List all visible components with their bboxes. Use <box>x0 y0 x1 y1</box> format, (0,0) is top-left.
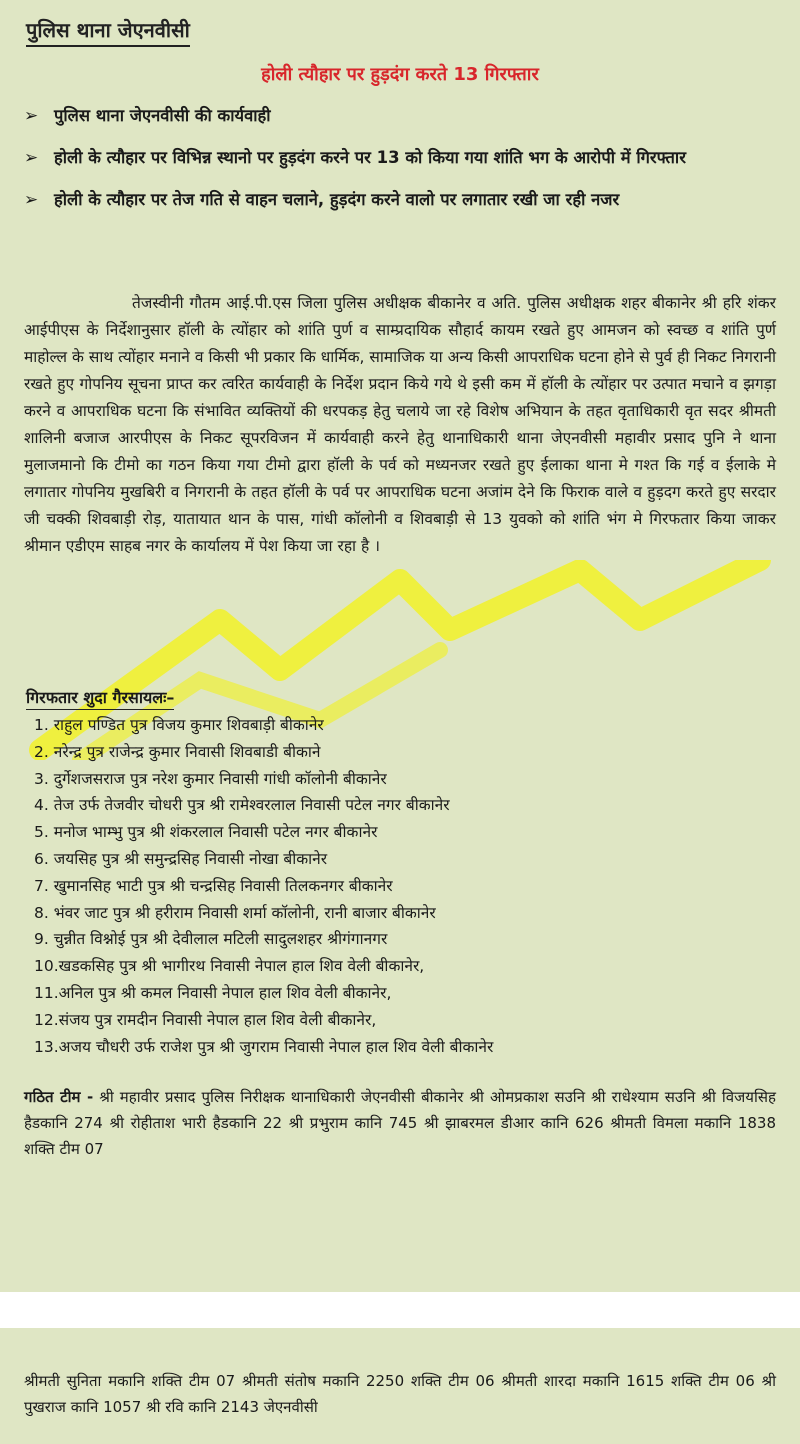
list-item: 10.खडकसिह पुत्र श्री भागीरथ निवासी नेपाल हाल शिव वेली बीकानेर, <box>34 957 425 976</box>
bullet-text: पुलिस थाना जेएनवीसी की कार्यवाही <box>54 106 271 125</box>
list-item: 7. खुमानसिह भाटी पुत्र श्री चन्द्रसिह निवासी तिलकनगर बीकानेर <box>34 876 393 895</box>
document-page-2 <box>0 1328 800 1444</box>
arrow-bullet-icon: ➢ <box>24 148 39 168</box>
bullet-item <box>22 100 762 132</box>
headline: होली त्यौहार पर हुड़दंग करते 13 गिरफ्तार <box>261 64 539 85</box>
bullet-item <box>22 142 762 174</box>
list-item: 5. मनोज भाम्भु पुत्र श्री शंकरलाल निवासी पटेल नगर बीकानेर <box>34 823 378 842</box>
list-item: 6. जयसिह पुत्र श्री समुन्द्रसिह निवासी नोखा बीकानेर <box>34 849 328 868</box>
list-item: 9. चुन्नीत विश्नोई पुत्र श्री देवीलाल मटिली सादुलशहर श्रीगंगानगर <box>34 930 388 949</box>
list-item: 8. भंवर जाट पुत्र श्री हरीराम निवासी शर्मा कॉलोनी, रानी बाजार बीकानेर <box>34 903 436 922</box>
list-item: 2. नरेन्द्र पुत्र राजेन्द्र कुमार निवासी शिवबाडी बीकाने <box>34 742 321 761</box>
arrested-heading: गिरफतार शुदा गैरसायलः– <box>26 686 174 710</box>
list-item: 4. तेज उर्फ तेजवीर चोधरी पुत्र श्री रामेश्वरलाल निवासी पटेल नगर बीकानेर <box>34 796 450 815</box>
arrow-bullet-icon: ➢ <box>24 106 39 126</box>
bullet-list <box>22 100 762 226</box>
list-item: 1. राहुल पण्डित पुत्र विजय कुमार शिवबाड़ी बीकानेर <box>34 716 324 734</box>
team-continuation: श्रीमती सुनिता मकानि शक्ति टीम 07 श्रीमती संतोष मकानि 2250 शक्ति टीम 06 श्रीमती शारदा मकानि 1615 शक्ति टीम 06 श्री पुखराज कानि 1057 श्री रवि कानि 2143 जेएनवीसी <box>24 1372 776 1416</box>
team-text: श्री महावीर प्रसाद पुलिस निरीक्षक थानाधिकारी जेएनवीसी बीकानेर श्री ओमप्रकाश सउनि श्री राधेश्याम सउनि श्री विजयसिह हैडकानि 274 श्री रोहीताश भारी हैडकानि 22 श्री प्रभुराम कानि 745 श्री झाबरमल डीआर कानि 626 श्रीमती विमला मकानि 1838 शक्ति टीम 07 <box>24 1088 776 1158</box>
body-paragraph: तेजस्वीनी गौतम आई.पी.एस जिला पुलिस अधीक्षक बीकानेर व अति. पुलिस अधीक्षक शहर बीकानेर श्री हरि शंकर आईपीएस के निर्देशानुसार हॉली के त्योंहार को शांति पुर्ण व साम्प्रदायिक सौहार्द कायम रखते हुए आमजन को स्वच्छ व शांति पुर्ण माहोल्ल के साथ त्योंहार मनाने व किसी भी प्रकार कि धार्मिक, सामाजिक या अन्य किसी आपराधिक घटना होने से पुर्व ही निकट निगरानी रखते हुए गोपनिय सूचना प्राप्त कर त्वरित कार्यवाही के निर्देश प्रदान किये गये थे इसी कम में हॉली के त्योंहार पर उत्पात मचाने व झगड़ा करने व आपराधिक घटना कि संभावित व्यक्तियों की धरपकड़ हेतु चलाये जा रहे विशेष अभियान के तहत वृताधिकारी वृत सदर श्रीमती शालिनी बजाज आरपीएस के निकट सूपरविजन में कार्यवाही करने हेतु थानाधिकारी थाना जेएनवीसी महावीर प्रसाद पुनि ने थाना मुलाजमानो कि टीमो का गठन किया गया टीमो द्वारा हॉली के पर्व को मध्यनजर रखते हुए ईलाका थाना मे गश्त कि गई व ईलाके मे लगातार गोपनिय मुखबिरी व निगरानी के तहत हॉली के पर्व पर आपराधिक घटना अजांम देने कि फिराक वाले व हुड़दग करते हुए सरदार जी चक्की शिवबाड़ी रोड़, यातायात थान के पास, गांधी कॉलोनी व शिवबाड़ी से 13 युवको को शांति भंग मे गिरफतार किया जाकर श्रीमान एडीएम साहब नगर के कार्यालय में पेश किया जा रहा है । <box>24 294 776 555</box>
list-item: 13.अजय चौधरी उर्फ राजेश पुत्र श्री जुगराम निवासी नेपाल हाल शिव वेली बीकानेर <box>34 1037 494 1056</box>
office-title: पुलिस थाना जेएनवीसी <box>26 16 190 47</box>
team-paragraph <box>24 1084 776 1162</box>
team-label: गठित टीम - <box>24 1088 94 1106</box>
arrested-list <box>34 712 754 1060</box>
bullet-text: होली के त्यौहार पर तेज गति से वाहन चलाने, हुड़दंग करने वालो पर लगातार रखी जा रही नजर <box>54 190 620 209</box>
list-item: 11.अनिल पुत्र श्री कमल निवासी नेपाल हाल शिव वेली बीकानेर, <box>34 983 392 1002</box>
arrow-bullet-icon: ➢ <box>24 190 39 210</box>
bullet-text: होली के त्यौहार पर विभिन्न स्थानो पर हुड़दंग करने पर 13 को किया गया शांति भग के आरोपी में गिरफ्तार <box>54 148 686 167</box>
list-item: 3. दुर्गेशजसराज पुत्र नरेश कुमार निवासी गांधी कॉलोनी बीकानेर <box>34 769 387 788</box>
list-item: 12.संजय पुत्र रामदीन निवासी नेपाल हाल शिव वेली बीकानेर, <box>34 1010 377 1029</box>
bullet-item <box>22 184 762 216</box>
